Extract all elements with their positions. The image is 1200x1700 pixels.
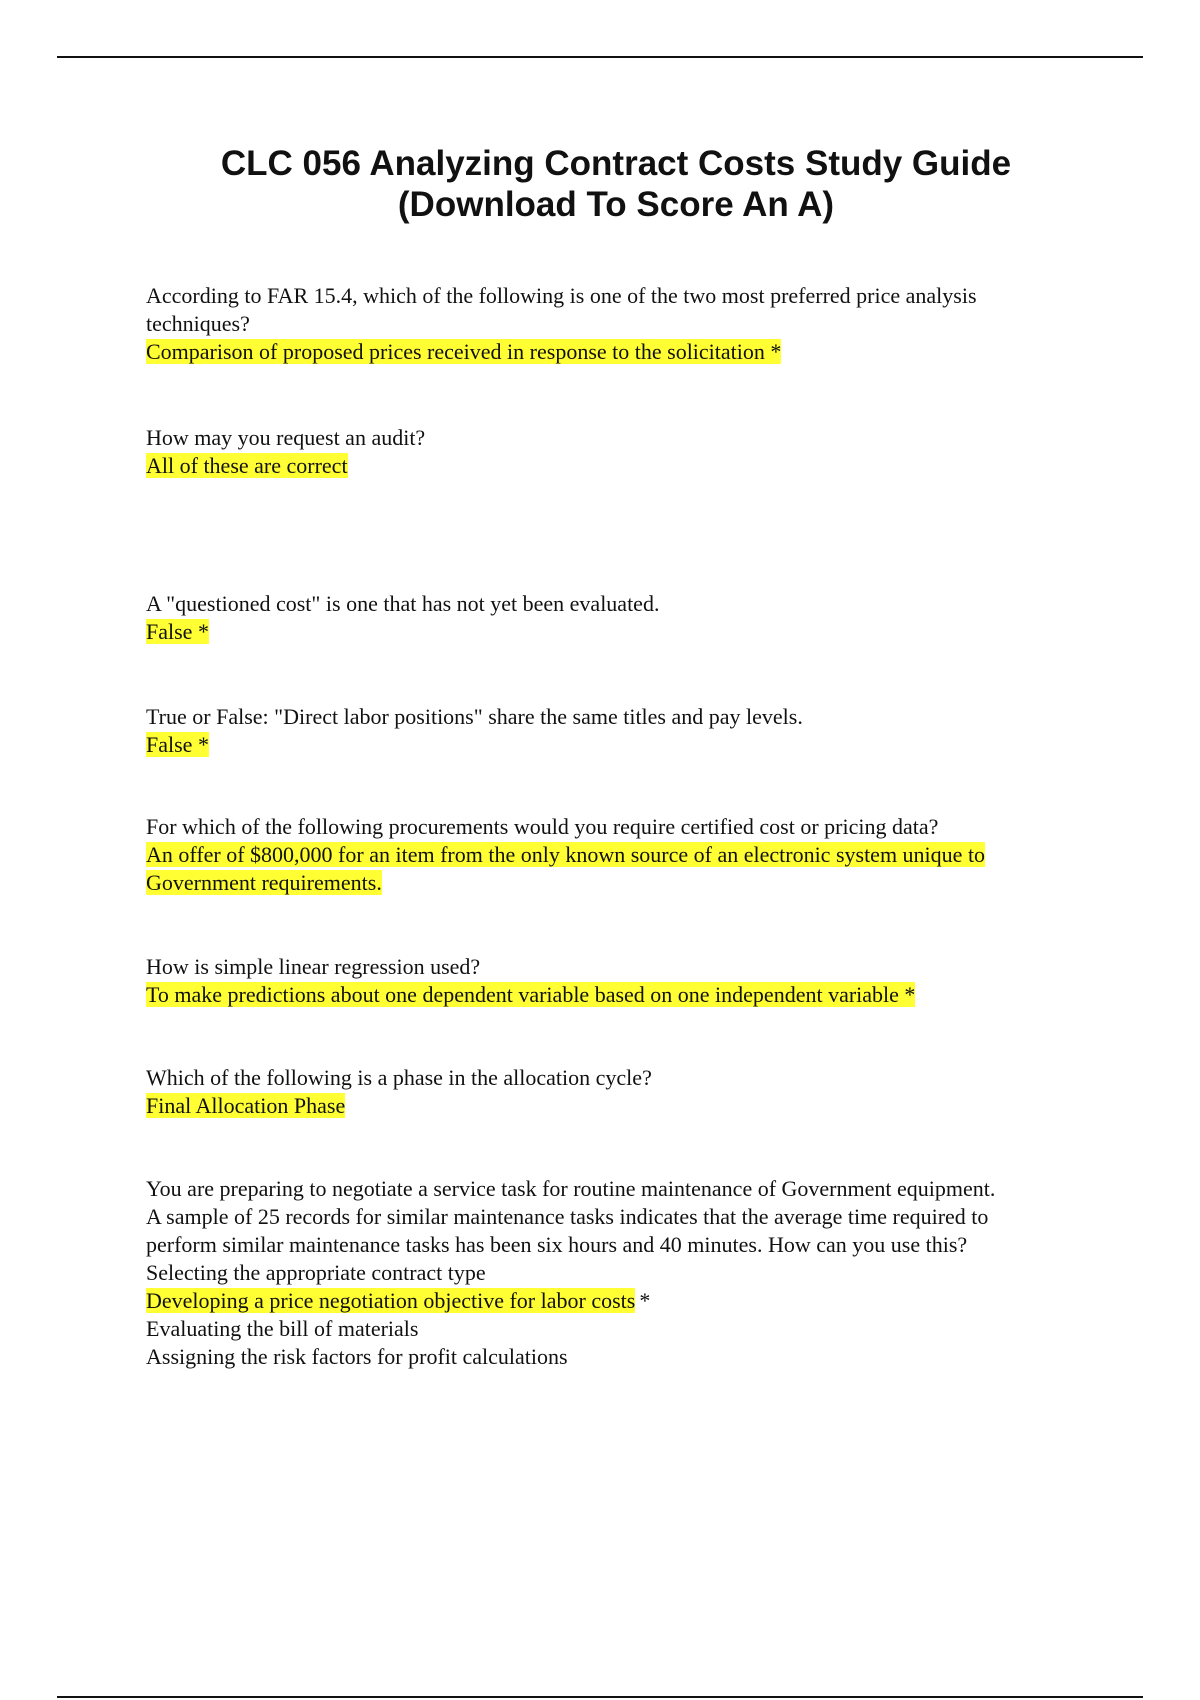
bottom-rule <box>57 1696 1143 1698</box>
option-text: Selecting the appropriate contract type <box>146 1260 486 1285</box>
qa-item-8 <box>146 1175 1086 1371</box>
question-text: True or False: "Direct labor positions" share the same titles and pay levels. <box>146 704 803 729</box>
qa-item-3 <box>146 590 1086 646</box>
qa-item-2 <box>146 424 1086 480</box>
answer-highlight: Government requirements. <box>146 870 382 895</box>
answer-highlight: All of these are correct <box>146 453 348 478</box>
correct-marker: * <box>639 1288 651 1313</box>
qa-item-5 <box>146 813 1086 897</box>
question-text: According to FAR 15.4, which of the following is one of the two most preferred price analysis <box>146 283 977 308</box>
title-line-2: (Download To Score An A) <box>397 185 835 224</box>
answer-highlight: False * <box>146 732 209 757</box>
question-text: perform similar maintenance tasks has been six hours and 40 minutes. How can you use this? <box>146 1232 968 1257</box>
option-text: Assigning the risk factors for profit calculations <box>146 1344 568 1369</box>
question-text: You are preparing to negotiate a service task for routine maintenance of Government equipment. <box>146 1176 996 1201</box>
option-text: Evaluating the bill of materials <box>146 1316 419 1341</box>
option-correct <box>146 1287 1086 1315</box>
answer-highlight: An offer of $800,000 for an item from the only known source of an electronic system unique to <box>146 842 986 867</box>
qa-item-1 <box>146 282 1086 366</box>
qa-item-4 <box>146 703 1086 759</box>
document-title <box>0 143 1200 225</box>
answer-highlight: False * <box>146 619 209 644</box>
title-line-1: CLC 056 Analyzing Contract Costs Study Guide <box>220 144 1012 183</box>
top-rule <box>57 56 1143 58</box>
question-text: Which of the following is a phase in the allocation cycle? <box>146 1065 652 1090</box>
qa-item-7 <box>146 1064 1086 1120</box>
answer-highlight: To make predictions about one dependent variable based on one independent variable * <box>146 982 916 1007</box>
question-text: A "questioned cost" is one that has not yet been evaluated. <box>146 591 660 616</box>
question-text: How may you request an audit? <box>146 425 426 450</box>
answer-highlight: Final Allocation Phase <box>146 1093 346 1118</box>
question-text: For which of the following procurements would you require certified cost or pricing data? <box>146 814 939 839</box>
question-text: How is simple linear regression used? <box>146 954 481 979</box>
answer-highlight: Comparison of proposed prices received in response to the solicitation * <box>146 339 782 364</box>
answer-highlight: Developing a price negotiation objective for labor costs <box>146 1288 636 1313</box>
question-text: A sample of 25 records for similar maintenance tasks indicates that the average time required to <box>146 1204 989 1229</box>
question-text: techniques? <box>146 311 250 336</box>
qa-item-6 <box>146 953 1086 1009</box>
